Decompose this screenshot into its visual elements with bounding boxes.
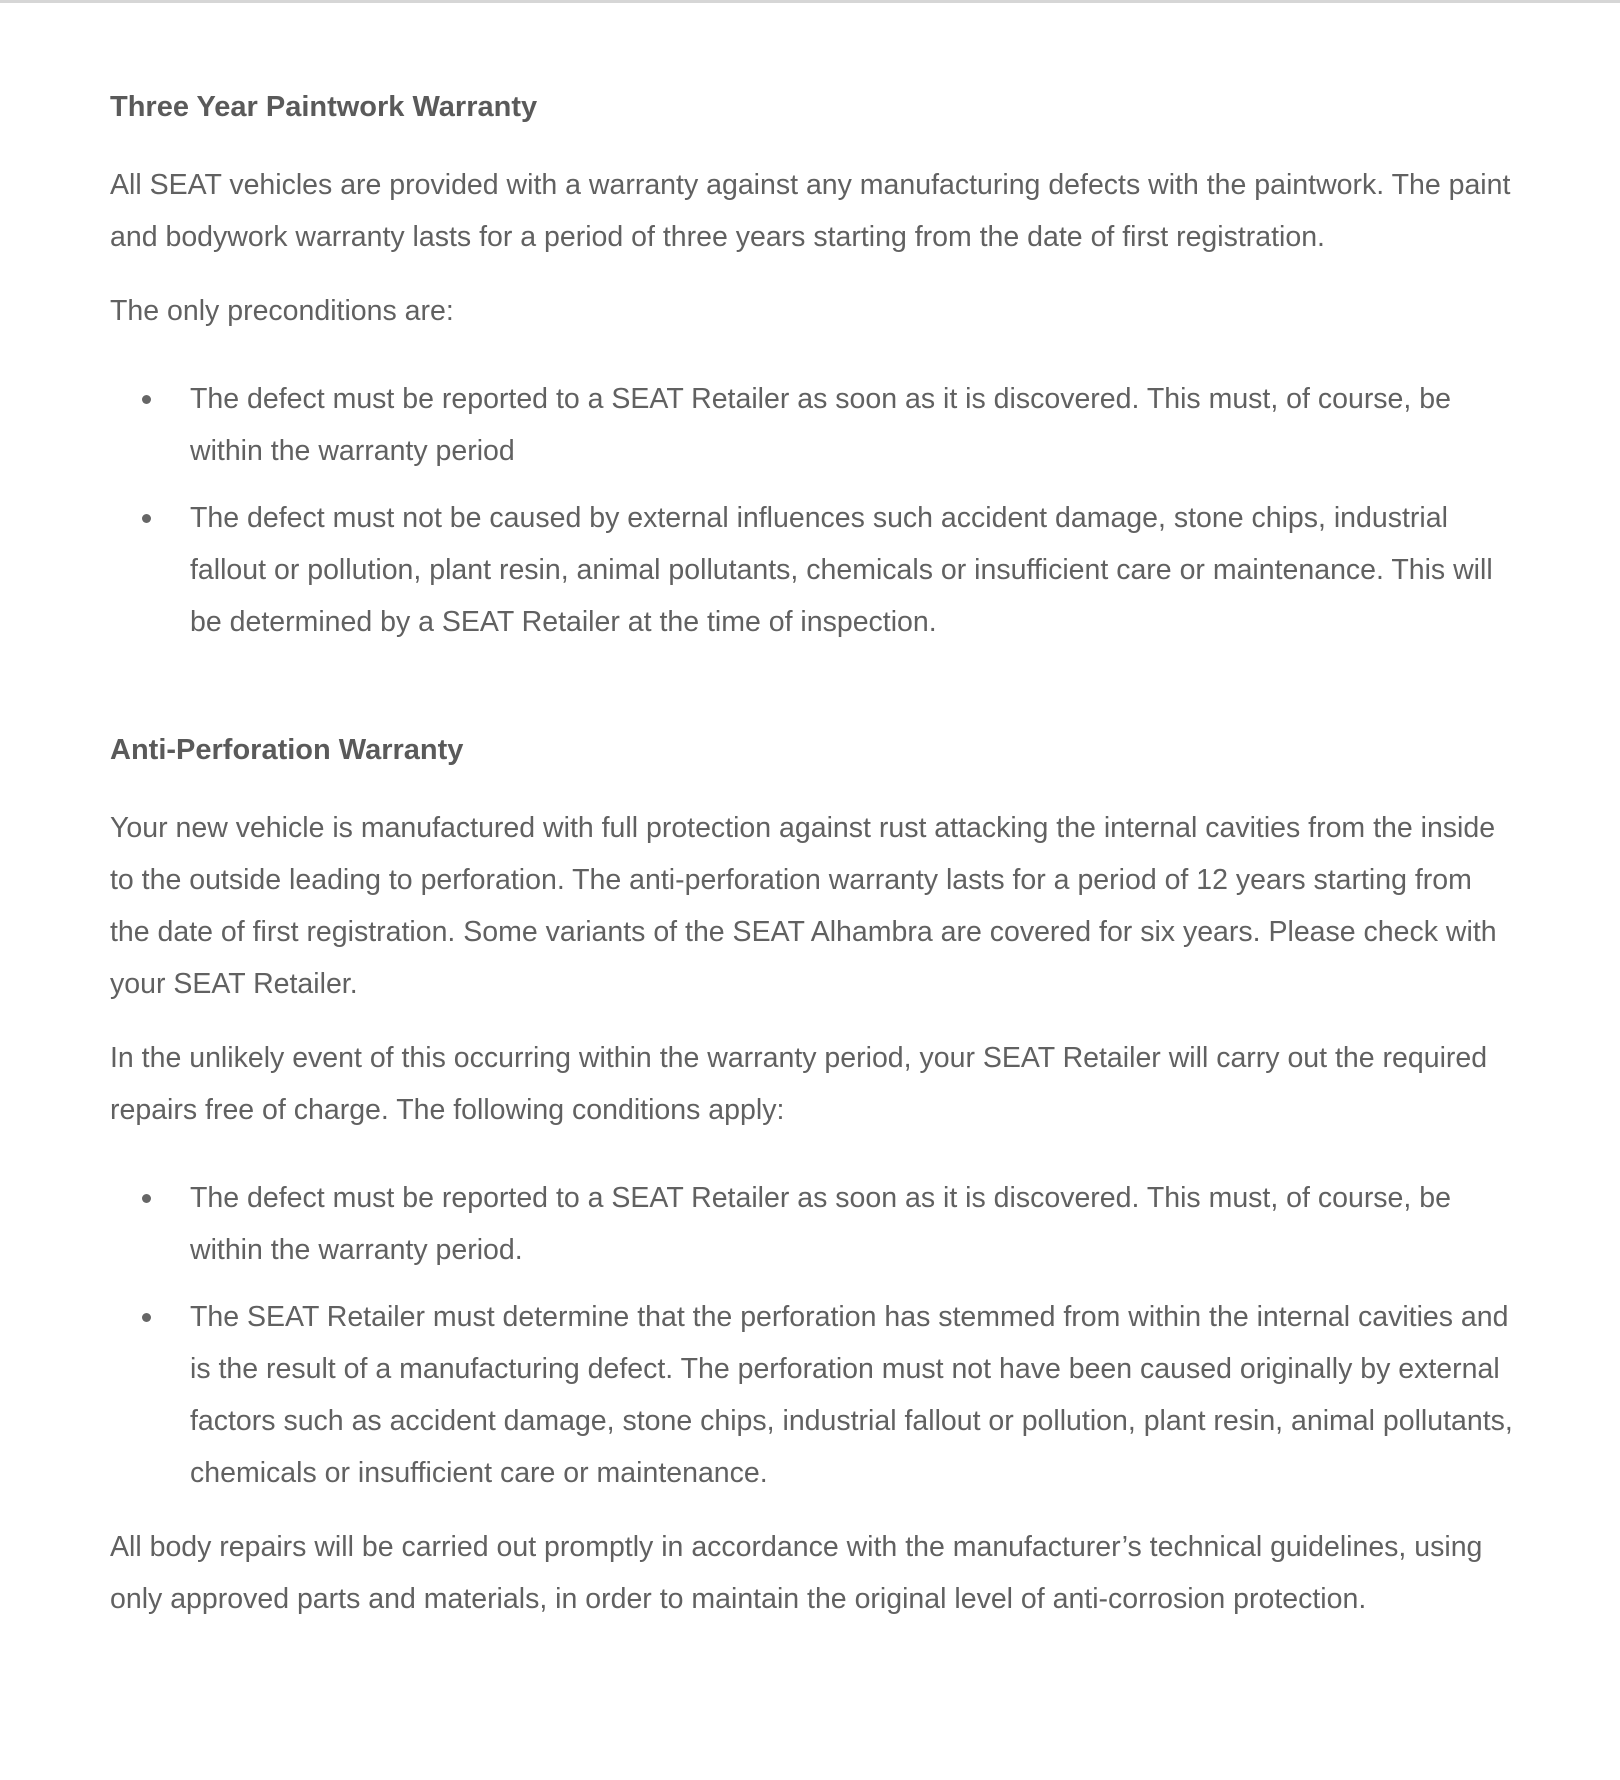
section-heading: Three Year Paintwork Warranty xyxy=(110,91,538,123)
top-divider xyxy=(0,0,1620,3)
conditions-list xyxy=(110,1172,1515,1499)
preconditions-list xyxy=(110,373,1515,648)
conditions-lead: In the unlikely event of this occurring within the warranty period, your SEAT Retailer will carry out the required repairs free of charge. The following conditions apply: xyxy=(110,1042,1488,1126)
section-intro: All SEAT vehicles are provided with a warranty against any manufacturing defects with the paintwork. The paint and bodywork warranty lasts for a period of three years starting from the date of first registration. xyxy=(110,169,1511,253)
closing-paragraph: All body repairs will be carried out promptly in accordance with the manufacturer’s technical guidelines, using only approved parts and materials, in order to maintain the original level of anti-corrosion protection. xyxy=(110,1531,1483,1615)
section-heading: Anti-Perforation Warranty xyxy=(110,734,464,766)
anti-perforation-section xyxy=(110,728,1515,1625)
list-item: The SEAT Retailer must determine that the perforation has stemmed from within the internal cavities and is the result of a manufacturing defect. The perforation must not have been caused originally by external factors such as accident damage, stone chips, industrial fallout or pollution, plant resin, animal pollutants, chemicals or insufficient care or maintenance. xyxy=(110,1291,1515,1499)
list-item: The defect must be reported to a SEAT Retailer as soon as it is discovered. This must, of course, be within the warranty period. xyxy=(110,1172,1515,1276)
list-item: The defect must not be caused by external influences such accident damage, stone chips, industrial fallout or pollution, plant resin, animal pollutants, chemicals or insufficient care or maintenance. This will be determined by a SEAT Retailer at the time of inspection. xyxy=(110,492,1515,648)
document-content xyxy=(110,85,1515,1625)
list-item: The defect must be reported to a SEAT Retailer as soon as it is discovered. This must, of course, be within the warranty period xyxy=(110,373,1515,477)
section-intro: Your new vehicle is manufactured with full protection against rust attacking the internal cavities from the inside to the outside leading to perforation. The anti-perforation warranty lasts for a period of 12 years starting from the date of first registration. Some variants of the SEAT Alhambra are covered for six years. Please check with your SEAT Retailer. xyxy=(110,812,1497,1000)
paintwork-warranty-section xyxy=(110,85,1515,648)
preconditions-lead: The only preconditions are: xyxy=(110,295,454,327)
